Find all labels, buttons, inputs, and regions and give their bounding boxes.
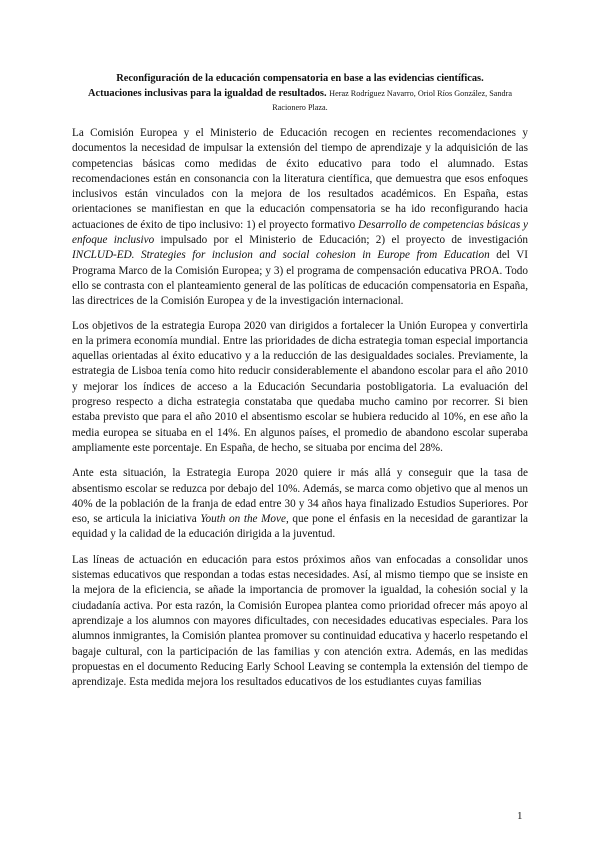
paragraph-4: Las líneas de actuación en educación para estos próximos años van enfocadas a consolidar unos sistemas educativos que respondan a todas estas necesidades. Así, al mismo tiempo que se insiste en la mejora de la eficiencia, se añade la importancia de promover la igualdad, la cohesión social y la ciudadanía activa. Por esta razón, la Comisión Europea plantea como prioridad ofrecer más apoyo al aprendizaje a los alumnos con mayores dificultades, con necesidades educativas especiales. Para los alumnos inmigrantes, la Comisión plantea promover su continuidad educativa y hacerlo respetando el bagaje cultural, con la participación de las familias y con atención extra. Además, en las medidas propuestas en el documento Reducing Early School Leaving se contempla la extensión del tiempo de aprendizaje. Esta medida mejora los resultados educativos de los estudiantes cuyas familias — [72, 553, 528, 689]
paragraph-3-text-b: que pone el énfasis en la necesidad de garantizar la equidad y la calidad de la educación dirigida a la juventud. — [72, 513, 529, 541]
document-body — [72, 126, 528, 700]
authors: Heraz Rodríguez Navarro, Oriol Ríos González, Sandra Racionero Plaza. — [272, 88, 512, 112]
title-line-2: Actuaciones inclusivas para la igualdad de resultados. — [88, 87, 327, 99]
paragraph-3 — [72, 466, 528, 542]
paragraph-1 — [72, 126, 528, 310]
title-line-1: Reconfiguración de la educación compensatoria en base a las evidencias científicas. — [116, 73, 484, 84]
page-number: 1 — [517, 810, 523, 822]
paragraph-1-text-b: impulsado por el Ministerio de Educación; 2) el proyecto de investigación — [160, 234, 529, 247]
paragraph-1-text-c: del VI Programa Marco de la Comisión Europea; y 3) el programa de compensación educativa PROA. Todo ello se contrasta con el planteamiento general de las políticas de educación compensatoria en España, las directrices de la Comisión Europea y de la investigación internacional. — [72, 249, 529, 308]
paragraph-3-text-a: Ante esta situación, la Estrategia Europa 2020 quiere ir más allá y conseguir que la tasa de absentismo escolar se reduzca por debajo del 10%. Además, se marca como objetivo que al menos un 40% de la población de la franja de edad entre 30 y 34 años haya finalizado Estudios Superiores. Por eso, se articula la iniciativa — [72, 467, 528, 526]
document-header — [72, 72, 528, 116]
document-title — [72, 72, 528, 116]
paragraph-1-text-a: La Comisión Europea y el Ministerio de Educación recogen en recientes recomendaciones y documentos la necesidad de impulsar la extensión del tiempo de aprendizaje y la adquisición de las competencias básicas como medidas de éxito educativo para todo el alumnado. Estas recomendaciones están en consonancia con la literatura científica, que demuestra que esos enfoques inclusivos están vinculados con la mejora de los resultados académicos. En España, estas orientaciones se manifiestan en que la educación compensatoria se ha ido reconfigurando hacia actuaciones de éxito de tipo inclusivo: 1) el proyecto formativo — [72, 127, 528, 231]
paragraph-3-italic-1: Youth on the Move, — [200, 513, 289, 526]
paragraph-2: Los objetivos de la estrategia Europa 2020 van dirigidos a fortalecer la Unión Europea y convertirla en la primera economía mundial. Entre las prioridades de dicha estrategia toman especial importancia aquellas orientadas al éxito educativo y a la reducción de las desigualdades sociales. Previamente, la estrategia de Lisboa tenía como hito reducir considerablemente el abandono escolar para el año 2010 y mejorar los índices de acceso a la Educación Secundaria postobligatoria. La evaluación del progreso respecto a dicha estrategia constataba que quedaba mucho camino por recorrer. Si bien estaba previsto que para el año 2010 el absentismo escolar se hubiera reducido al 10%, en ese año la media europea se situaba en el 14%. En algunos países, el promedio de abandono escolar superaba ampliamente este porcentaje. En España, de hecho, se situaba por encima del 28%. — [72, 319, 528, 454]
paragraph-1-italic-1: Desarrollo de competencias básicas y enfoque inclusivo — [72, 218, 529, 247]
paragraph-1-italic-2: INCLUD-ED. Strategies for inclusion and social cohesion in Europe from Education — [72, 249, 490, 262]
